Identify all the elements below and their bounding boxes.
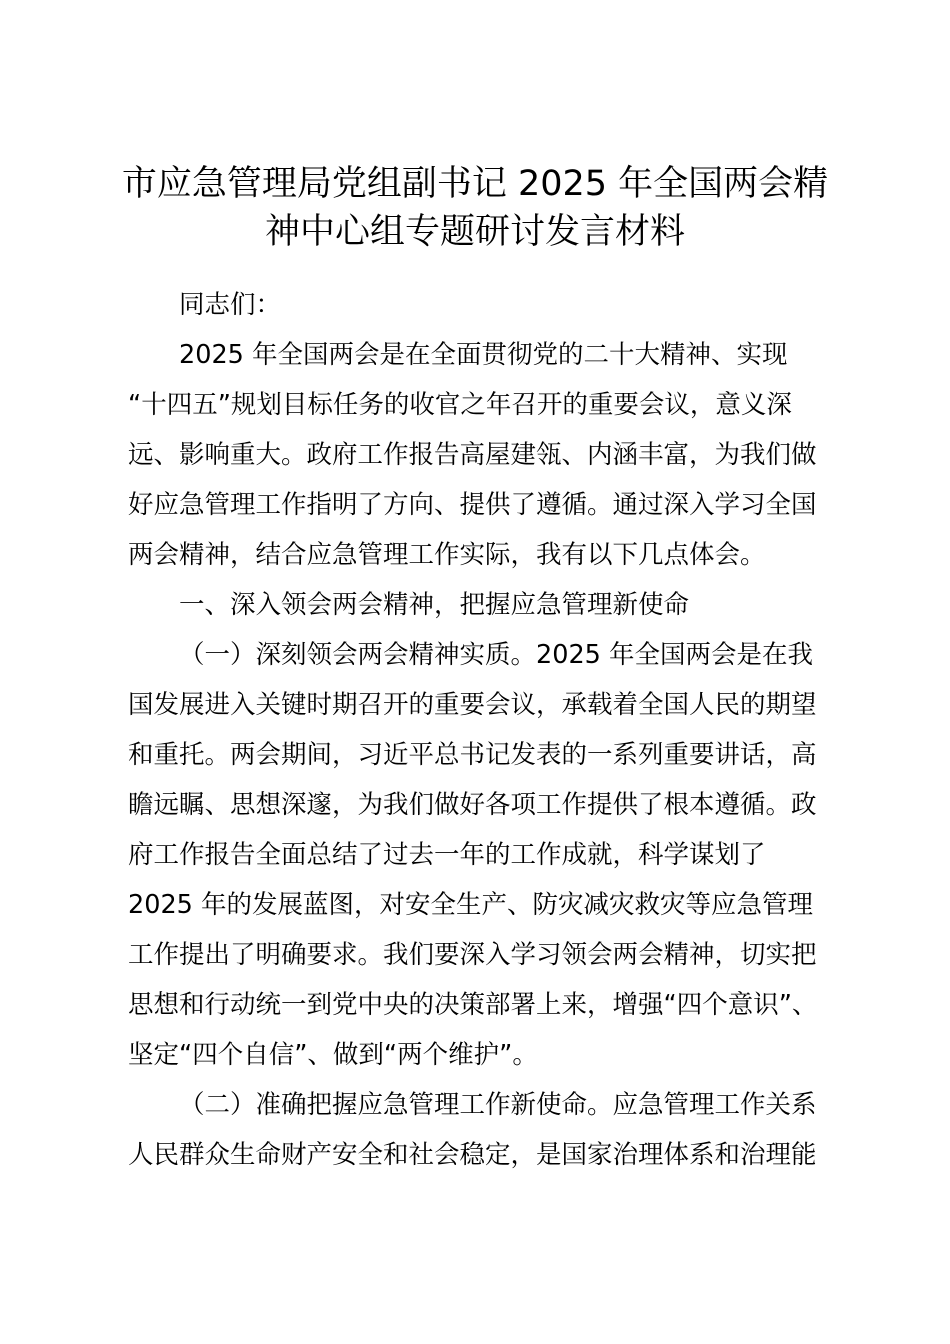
title-line-1: 市应急管理局党组副书记 2025 年全国两会精 bbox=[121, 164, 829, 204]
paragraph-line: 工作提出了明确要求。我们要深入学习领会两会精神，切实把 bbox=[128, 940, 817, 970]
paragraph-line: 好应急管理工作指明了方向、提供了遵循。通过深入学习全国 bbox=[128, 490, 817, 520]
salutation: 同志们： bbox=[179, 290, 282, 320]
paragraph-line: （一）深刻领会两会精神实质。2025 年全国两会是在我 bbox=[179, 640, 814, 670]
document-title bbox=[110, 160, 840, 256]
paragraph-line: 两会精神，结合应急管理工作实际，我有以下几点体会。 bbox=[128, 540, 766, 570]
paragraph-subsection-1 bbox=[128, 630, 848, 1080]
paragraph-line: 远、影响重大。政府工作报告高屋建瓴、内涵丰富，为我们做 bbox=[128, 440, 817, 470]
section-heading-1 bbox=[128, 580, 848, 630]
paragraph-line: “十四五”规划目标任务的收官之年召开的重要会议，意义深 bbox=[128, 390, 792, 420]
paragraph-line: 和重托。两会期间，习近平总书记发表的一系列重要讲话，高 bbox=[128, 740, 817, 770]
paragraph-line: 瞻远瞩、思想深邃，为我们做好各项工作提供了根本遵循。政 bbox=[128, 790, 817, 820]
document-body bbox=[128, 280, 848, 1180]
title-line-2: 神中心组专题研讨发言材料 bbox=[264, 212, 685, 252]
paragraph-line: 思想和行动统一到党中央的决策部署上来，增强“四个意识”、 bbox=[128, 990, 818, 1020]
paragraph-intro bbox=[128, 330, 848, 580]
paragraph-line: （二）准确把握应急管理工作新使命。应急管理工作关系 bbox=[179, 1090, 817, 1120]
paragraph-line: 2025 年全国两会是在全面贯彻党的二十大精神、实现 bbox=[179, 340, 788, 370]
paragraph-line: 府工作报告全面总结了过去一年的工作成就，科学谋划了 bbox=[128, 840, 766, 870]
paragraph-line: 坚定“四个自信”、做到“两个维护”。 bbox=[128, 1040, 538, 1070]
paragraph-subsection-2 bbox=[128, 1080, 848, 1180]
paragraph-line: 人民群众生命财产安全和社会稳定，是国家治理体系和治理能 bbox=[128, 1140, 817, 1170]
section-heading: 一、深入领会两会精神，把握应急管理新使命 bbox=[179, 590, 690, 620]
paragraph-line: 国发展进入关键时期召开的重要会议，承载着全国人民的期望 bbox=[128, 690, 817, 720]
paragraph-line: 2025 年的发展蓝图，对安全生产、防灾减灾救灾等应急管理 bbox=[128, 890, 814, 920]
